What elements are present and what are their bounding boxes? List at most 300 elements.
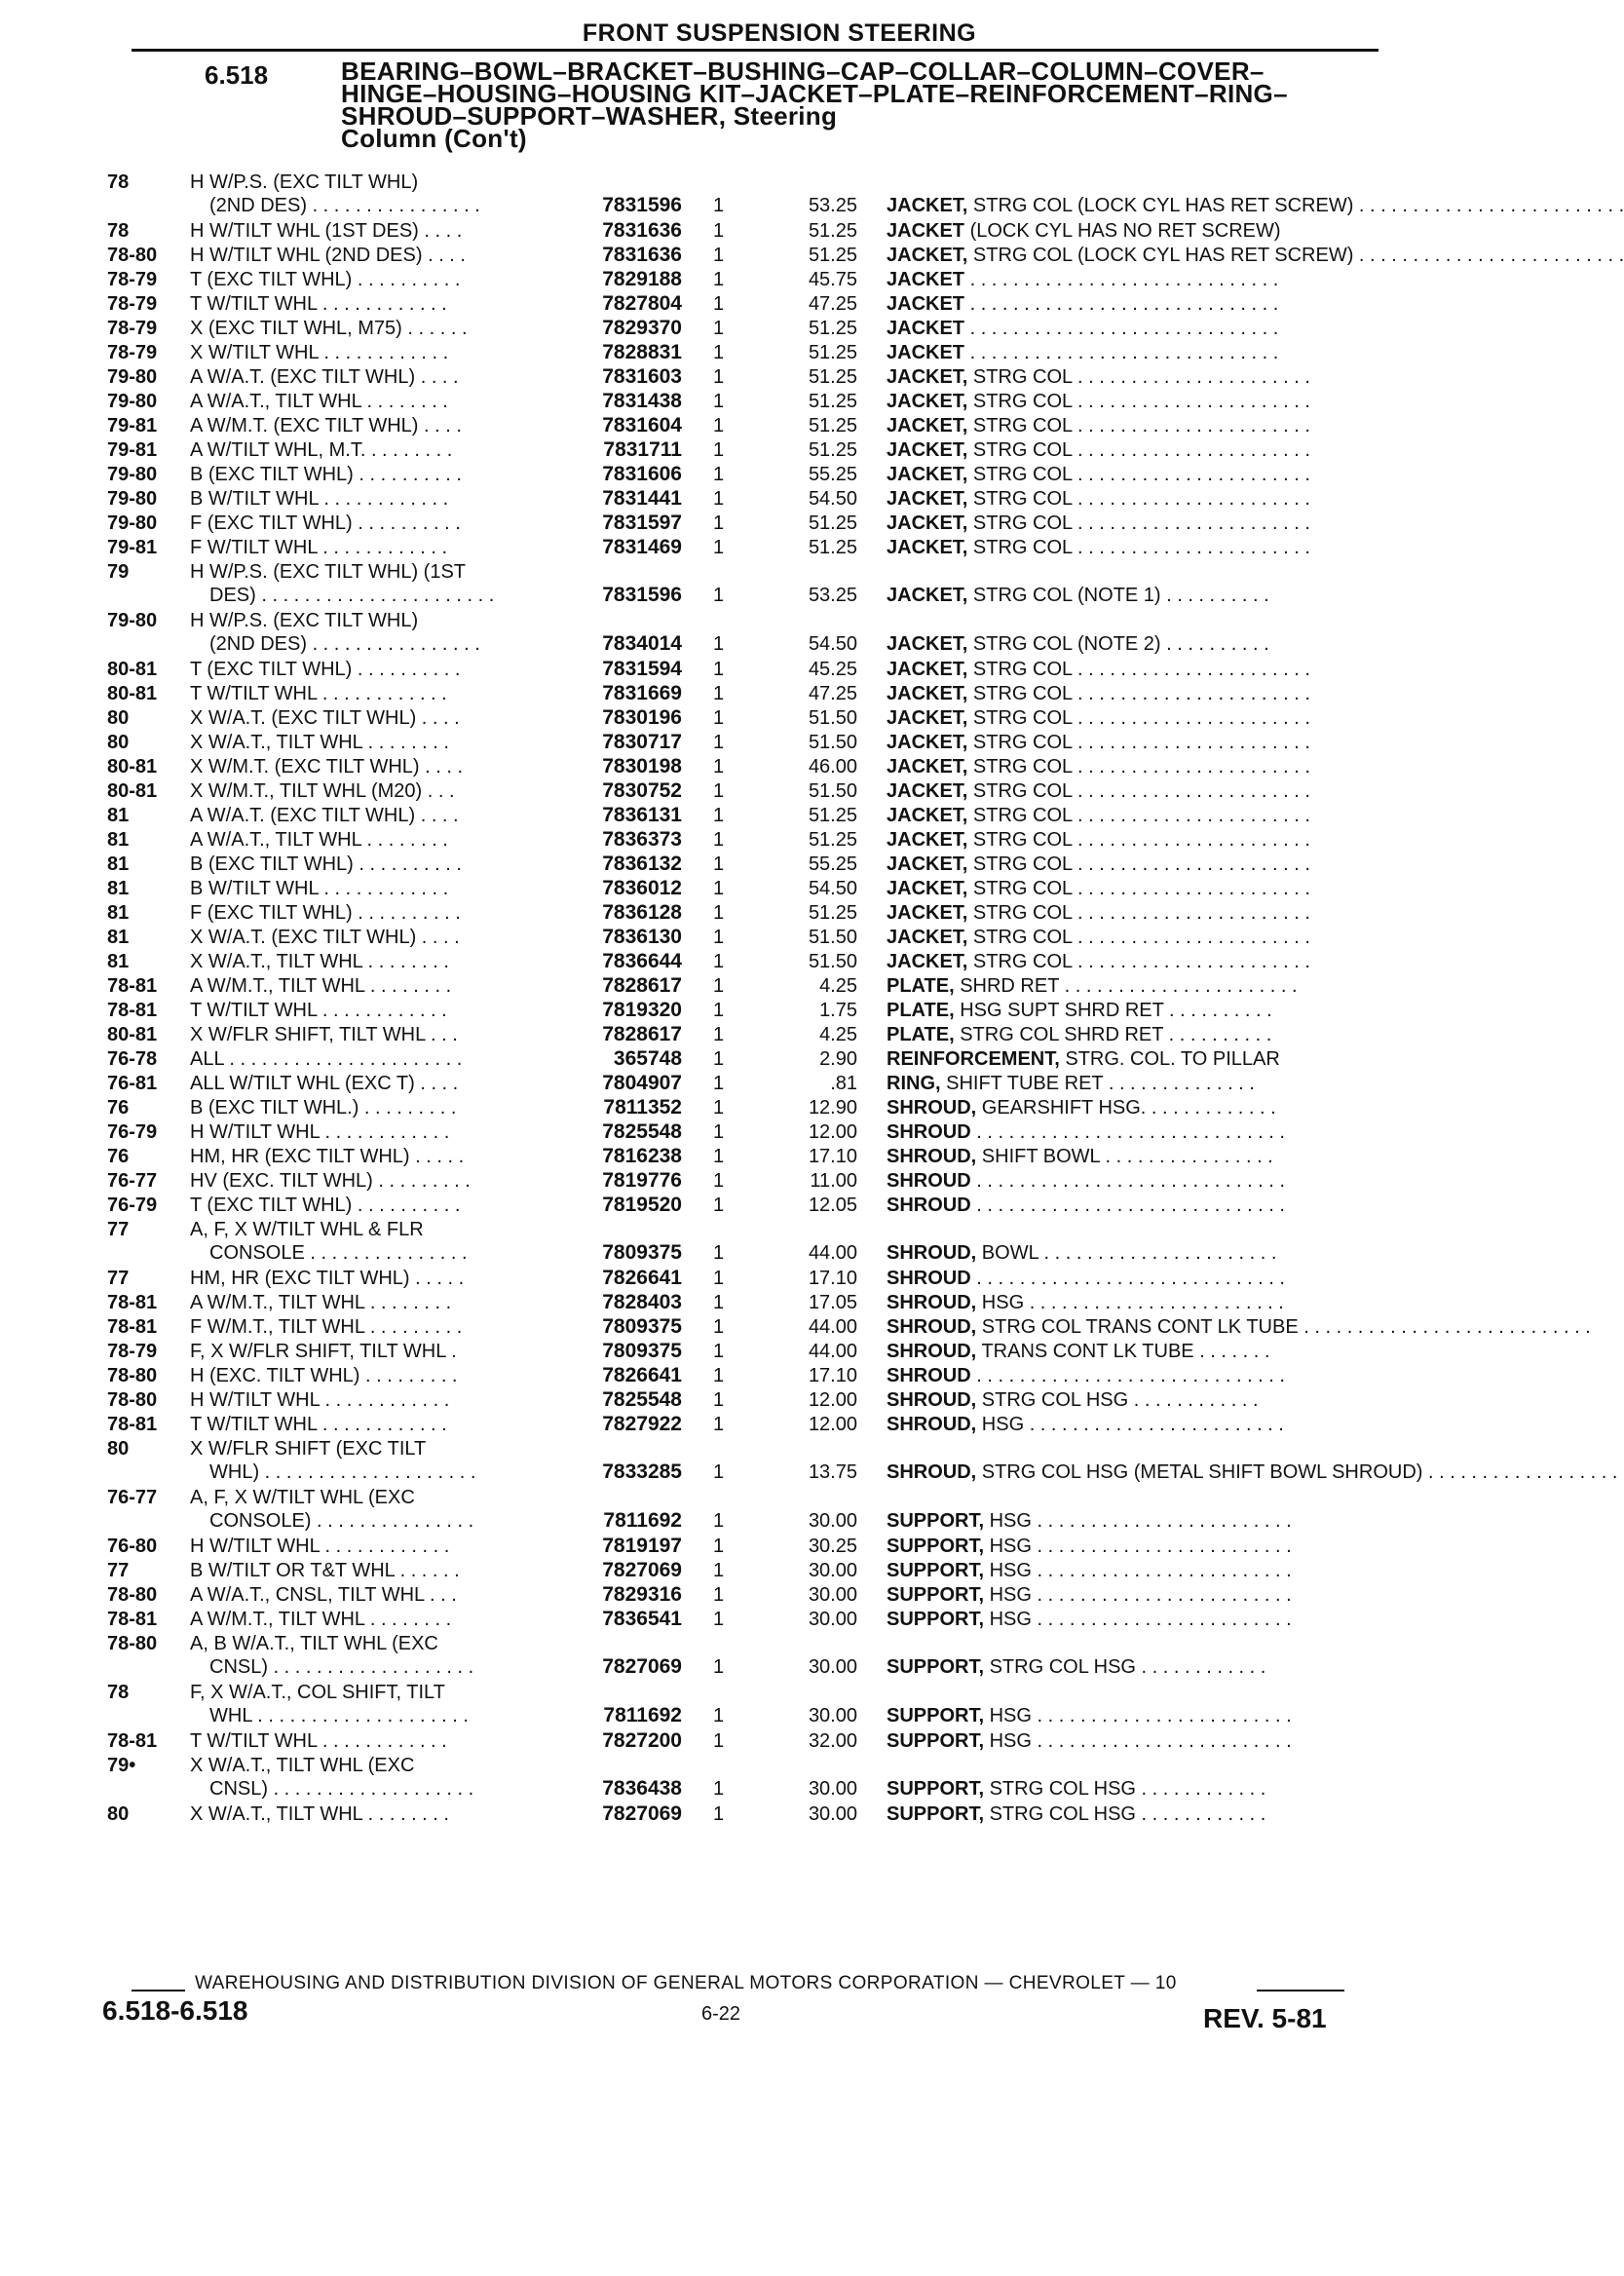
row-part-name: JACKET <box>887 318 965 339</box>
table-row <box>0 1267 1621 1291</box>
row-description <box>887 584 1374 607</box>
row-part-detail: . . . . . . . . . . . . . . . . . . . . . . . . . . . . . <box>969 342 1279 363</box>
table-row <box>0 1120 1621 1145</box>
table-row <box>0 999 1621 1023</box>
row-application <box>190 1120 550 1144</box>
table-row <box>0 1802 1621 1827</box>
row-part-name: JACKET, <box>887 464 968 485</box>
row-quantity: 1 <box>712 659 725 680</box>
table-row <box>0 658 1621 682</box>
table-row <box>0 1729 1621 1754</box>
row-application-line: X (EXC TILT WHL, M75) . . . . . . <box>190 318 468 339</box>
row-application-line: H W/TILT WHL . . . . . . . . . . . . <box>190 1536 450 1557</box>
row-price: 30.00 <box>808 1705 857 1726</box>
row-quantity: 1 <box>712 1389 725 1411</box>
row-application-line: X W/M.T. (EXC TILT WHL) . . . . <box>190 756 464 778</box>
row-part-number: 7831636 <box>602 244 682 266</box>
row-part-name: JACKET, <box>887 756 968 778</box>
row-year: 80-81 <box>107 756 158 778</box>
row-quantity: 1 <box>712 927 725 948</box>
row-year: 76 <box>107 1146 130 1167</box>
row-part-number: 7804907 <box>602 1072 682 1094</box>
table-row <box>0 901 1621 926</box>
row-year: 77 <box>107 1219 130 1240</box>
row-year: 80 <box>107 732 130 753</box>
table-row <box>0 536 1621 560</box>
row-quantity: 1 <box>712 756 725 778</box>
row-application-line: B (EXC TILT WHL.) . . . . . . . . . <box>190 1097 457 1119</box>
row-price: 54.50 <box>808 488 857 510</box>
row-part-name: SHROUD, <box>887 1242 977 1264</box>
row-application <box>190 1315 550 1339</box>
row-price: 51.25 <box>808 537 857 558</box>
row-application <box>190 268 550 291</box>
row-part-detail: STRG COL HSG . . . . . . . . . . . . <box>989 1803 1266 1825</box>
row-part-name: SHROUD, <box>887 1146 977 1167</box>
row-year: 78-81 <box>107 1414 158 1435</box>
row-application <box>190 1023 550 1046</box>
parts-list <box>0 171 1624 1827</box>
row-application <box>190 1559 550 1582</box>
row-year: 80-81 <box>107 683 158 704</box>
table-row <box>0 877 1621 901</box>
table-row <box>0 1535 1621 1559</box>
row-part-number: 7827922 <box>602 1413 682 1435</box>
row-application-line: A W/A.T., CNSL, TILT WHL . . . <box>190 1584 457 1606</box>
row-description <box>887 877 1374 900</box>
row-part-number: 7836438 <box>602 1777 682 1800</box>
row-part-number: 7819776 <box>602 1169 682 1192</box>
row-application <box>190 1145 550 1168</box>
row-part-name: JACKET, <box>887 732 968 753</box>
row-part-name: REINFORCEMENT, <box>887 1048 1060 1070</box>
row-price: 51.25 <box>808 902 857 924</box>
row-part-number: 7830752 <box>602 779 682 802</box>
row-part-number: 7827069 <box>602 1559 682 1581</box>
row-part-name: JACKET, <box>887 951 968 972</box>
footer-rule-left <box>132 1990 185 1992</box>
row-part-name: JACKET, <box>887 902 968 924</box>
row-price: 51.50 <box>808 780 857 802</box>
row-part-number: 7828831 <box>602 341 682 363</box>
row-application <box>190 171 550 217</box>
row-part-number: 7827200 <box>602 1729 682 1752</box>
row-part-number: 7831606 <box>602 463 682 485</box>
row-year: 78-80 <box>107 1633 158 1654</box>
row-quantity: 1 <box>712 829 725 851</box>
table-row <box>0 244 1624 268</box>
row-price: 12.00 <box>808 1389 857 1411</box>
row-quantity: 1 <box>712 1461 725 1483</box>
row-price: 51.25 <box>808 512 857 534</box>
row-year: 81 <box>107 829 130 851</box>
row-year: 78 <box>107 1682 130 1703</box>
row-part-number: 7811692 <box>603 1509 682 1532</box>
row-quantity: 1 <box>712 439 725 461</box>
row-application-line: B W/TILT WHL . . . . . . . . . . . . <box>190 878 449 899</box>
row-part-number: 7831711 <box>603 438 682 461</box>
row-year: 79-80 <box>107 610 158 631</box>
row-part-name: SUPPORT, <box>887 1730 985 1752</box>
row-part-detail: STRG COL (LOCK CYL HAS RET SCREW) . . . . . . . . . . . . . . . . . . . . . . . . . <box>972 195 1624 216</box>
row-part-number: 7825548 <box>602 1388 682 1411</box>
row-part-number: 7828403 <box>602 1291 682 1313</box>
row-description <box>887 463 1374 486</box>
row-part-number: 7819520 <box>602 1194 682 1216</box>
row-price: 51.25 <box>808 805 857 826</box>
row-description <box>887 1535 1374 1558</box>
row-price: 30.00 <box>808 1510 857 1532</box>
row-quantity: 1 <box>712 975 725 997</box>
row-application-line: B (EXC TILT WHL) . . . . . . . . . . <box>190 854 462 875</box>
row-price: 51.25 <box>808 318 857 339</box>
row-application <box>190 828 550 852</box>
row-application-line: A W/M.T., TILT WHL . . . . . . . . <box>190 1609 452 1630</box>
row-description <box>887 1169 1374 1193</box>
row-quantity: 1 <box>712 951 725 972</box>
row-year: 79-80 <box>107 512 158 534</box>
row-quantity: 1 <box>712 1656 725 1678</box>
row-part-number: 7829370 <box>602 317 682 339</box>
row-application <box>190 706 550 730</box>
row-price: 44.00 <box>808 1242 857 1264</box>
row-price: 12.05 <box>808 1195 857 1216</box>
row-price: 30.00 <box>808 1803 857 1825</box>
row-quantity: 1 <box>712 269 725 290</box>
group-description <box>341 57 1335 153</box>
row-part-detail: STRG COL HSG . . . . . . . . . . . . <box>989 1656 1266 1678</box>
row-part-name: JACKET, <box>887 659 968 680</box>
row-application-line: A W/A.T., TILT WHL . . . . . . . . <box>190 829 448 851</box>
group-number: 6.518 <box>205 60 269 90</box>
row-description <box>887 341 1374 364</box>
row-year: 77 <box>107 1268 130 1289</box>
row-price: 51.25 <box>808 245 857 266</box>
row-application <box>190 901 550 925</box>
row-year: 81 <box>107 878 130 899</box>
row-part-detail: STRG COL . . . . . . . . . . . . . . . . . . . . . . <box>972 659 1310 680</box>
table-row <box>0 1169 1621 1194</box>
row-price: 51.50 <box>808 927 857 948</box>
row-application <box>190 1681 550 1727</box>
table-row <box>0 1608 1621 1632</box>
row-part-detail: STRG COL HSG . . . . . . . . . . . . <box>981 1389 1259 1411</box>
row-part-detail: STRG COL . . . . . . . . . . . . . . . . . . . . . . <box>972 902 1310 924</box>
row-application <box>190 536 550 559</box>
row-application <box>190 1583 550 1607</box>
row-quantity: 1 <box>712 1024 725 1045</box>
row-application <box>190 999 550 1022</box>
table-row <box>0 560 1621 609</box>
row-description <box>887 1340 1374 1363</box>
table-row <box>0 853 1621 877</box>
row-application-line: A W/TILT WHL, M.T. . . . . . . . . <box>190 439 453 461</box>
row-description <box>887 487 1374 511</box>
row-part-detail: . . . . . . . . . . . . . . . . . . . . . . . . . . . . . <box>976 1195 1285 1216</box>
table-row <box>0 706 1621 731</box>
row-description <box>887 999 1374 1022</box>
row-price: 45.75 <box>808 269 857 290</box>
row-price: 1.75 <box>819 1000 857 1021</box>
row-part-detail: STRG COL . . . . . . . . . . . . . . . . . . . . . . <box>972 488 1310 510</box>
row-part-detail: . . . . . . . . . . . . . . . . . . . . . . . . . . . . . <box>976 1121 1285 1143</box>
row-part-detail: HSG . . . . . . . . . . . . . . . . . . . . . . . . <box>989 1705 1292 1726</box>
row-description <box>887 219 1374 243</box>
row-application-line: A W/M.T., TILT WHL . . . . . . . . <box>190 1292 452 1313</box>
row-part-detail: STRG COL . . . . . . . . . . . . . . . . . . . . . . <box>972 805 1310 826</box>
row-application-line: H W/P.S. (EXC TILT WHL) <box>190 610 419 631</box>
row-part-number: 7819197 <box>602 1535 682 1557</box>
row-application <box>190 1413 550 1436</box>
row-year: 78 <box>107 171 130 193</box>
row-description <box>887 268 1374 291</box>
row-part-detail: . . . . . . . . . . . . . . . . . . . . . . . . . . . . . <box>976 1268 1285 1289</box>
row-application-line: WHL . . . . . . . . . . . . . . . . . . . . <box>209 1705 469 1726</box>
row-price: 54.50 <box>808 878 857 899</box>
row-application-line: T W/TILT WHL . . . . . . . . . . . . <box>190 1730 447 1752</box>
row-application <box>190 1072 550 1095</box>
row-part-number: 7811352 <box>603 1096 682 1119</box>
row-quantity: 1 <box>712 878 725 899</box>
row-application-line: B W/TILT OR T&T WHL . . . . . . <box>190 1560 460 1581</box>
row-application-line: T W/TILT WHL . . . . . . . . . . . . <box>190 1000 447 1021</box>
row-application <box>190 755 550 778</box>
row-part-detail: STRG COL . . . . . . . . . . . . . . . . . . . . . . <box>972 415 1310 436</box>
row-description <box>887 974 1374 998</box>
row-part-name: JACKET <box>887 293 965 315</box>
row-part-detail: STRG COL (NOTE 2) . . . . . . . . . . <box>972 633 1269 655</box>
row-part-detail: STRG COL . . . . . . . . . . . . . . . . . . . . . . <box>972 537 1310 558</box>
header-rule <box>132 49 1379 52</box>
row-application-line: F, X W/FLR SHIFT, TILT WHL . <box>190 1341 457 1362</box>
table-row <box>0 1754 1621 1802</box>
row-year: 79-81 <box>107 415 158 436</box>
row-year: 78-81 <box>107 975 158 997</box>
table-row <box>0 390 1621 414</box>
row-part-number: 7809375 <box>602 1241 682 1264</box>
row-application-line: DES) . . . . . . . . . . . . . . . . . . . . . . <box>209 585 495 606</box>
row-part-name: JACKET, <box>887 683 968 704</box>
row-application-line: HM, HR (EXC TILT WHL) . . . . . <box>190 1268 465 1289</box>
row-year: 78-81 <box>107 1292 158 1313</box>
row-application-line: H W/P.S. (EXC TILT WHL) <box>190 171 419 193</box>
page-number: 6-22 <box>701 2003 741 2025</box>
row-part-number: 7830717 <box>602 731 682 753</box>
row-year: 78-81 <box>107 1730 158 1752</box>
row-application <box>190 244 550 267</box>
row-application-line: H W/TILT WHL . . . . . . . . . . . . <box>190 1121 450 1143</box>
table-row <box>0 1388 1621 1413</box>
row-description <box>887 1509 1374 1533</box>
row-year: 79• <box>107 1755 136 1776</box>
row-quantity: 1 <box>712 245 725 266</box>
row-part-number: 7831636 <box>602 219 682 242</box>
row-part-name: JACKET, <box>887 391 968 412</box>
row-year: 76-77 <box>107 1170 158 1192</box>
row-application-line: X W/TILT WHL . . . . . . . . . . . . <box>190 342 449 363</box>
row-part-number: 7831604 <box>602 414 682 436</box>
row-part-detail: STRG COL . . . . . . . . . . . . . . . . . . . . . . <box>972 439 1310 461</box>
row-quantity: 1 <box>712 1778 725 1800</box>
row-quantity: 1 <box>712 1097 725 1119</box>
table-row <box>0 1145 1621 1169</box>
row-quantity: 1 <box>712 391 725 412</box>
row-year: 81 <box>107 902 130 924</box>
row-application-line: X W/A.T., TILT WHL . . . . . . . . <box>190 732 449 753</box>
row-year: 76-77 <box>107 1487 158 1508</box>
row-description <box>887 901 1374 925</box>
table-row <box>0 317 1621 341</box>
table-row <box>0 512 1621 536</box>
row-part-detail: STRG COL . . . . . . . . . . . . . . . . . . . . . . <box>972 780 1310 802</box>
row-price: 55.25 <box>808 464 857 485</box>
row-application <box>190 512 550 535</box>
row-price: 51.25 <box>808 342 857 363</box>
row-part-detail: HSG SUPT SHRD RET . . . . . . . . . . <box>960 1000 1272 1021</box>
row-description <box>887 438 1374 462</box>
row-part-name: SUPPORT, <box>887 1705 985 1726</box>
row-part-name: SUPPORT, <box>887 1560 985 1581</box>
row-description <box>887 292 1374 316</box>
row-part-detail: STRG COL SHRD RET . . . . . . . . . . <box>960 1024 1272 1045</box>
row-part-number: 7825548 <box>602 1120 682 1143</box>
row-application <box>190 779 550 803</box>
row-quantity: 1 <box>712 1609 725 1630</box>
row-application-line: X W/A.T., TILT WHL (EXC <box>190 1755 415 1776</box>
table-row <box>0 438 1621 463</box>
row-year: 76-81 <box>107 1073 158 1094</box>
row-part-detail: STRG COL HSG (METAL SHIFT BOWL SHROUD) . . . . . . . . . . . . . . . . . . <box>981 1461 1618 1483</box>
row-price: 44.00 <box>808 1316 857 1338</box>
row-application <box>190 1486 550 1533</box>
footer-division: WAREHOUSING AND DISTRIBUTION DIVISION OF GENERAL MOTORS CORPORATION — CHEVROLET — 10 <box>195 1973 1177 1993</box>
row-quantity: 1 <box>712 318 725 339</box>
revision: REV. 5-81 <box>1203 2003 1327 2033</box>
row-quantity: 1 <box>712 366 725 388</box>
row-description <box>887 194 1624 217</box>
row-application <box>190 1364 550 1387</box>
row-quantity: 1 <box>712 1510 725 1532</box>
table-row <box>0 463 1621 487</box>
row-year: 80-81 <box>107 1024 158 1045</box>
row-part-name: JACKET, <box>887 585 968 606</box>
row-quantity: 1 <box>712 415 725 436</box>
row-quantity: 1 <box>712 1560 725 1581</box>
row-description <box>887 828 1374 852</box>
row-part-detail: STRG COL . . . . . . . . . . . . . . . . . . . . . . <box>972 927 1310 948</box>
table-row <box>0 974 1621 999</box>
row-part-detail: STRG. COL. TO PILLAR <box>1065 1048 1280 1070</box>
row-year: 79-80 <box>107 391 158 412</box>
row-part-detail: STRG COL . . . . . . . . . . . . . . . . . . . . . . <box>972 391 1310 412</box>
row-part-detail: STRG COL (LOCK CYL HAS RET SCREW) . . . . . . . . . . . . . . . . . . . . . . . . . <box>972 245 1624 266</box>
row-part-number: 7831669 <box>602 682 682 704</box>
row-part-name: JACKET, <box>887 780 968 802</box>
row-part-name: JACKET, <box>887 415 968 436</box>
table-row <box>0 950 1621 974</box>
row-quantity: 1 <box>712 1000 725 1021</box>
row-quantity: 1 <box>712 1584 725 1606</box>
row-year: 79-81 <box>107 439 158 461</box>
row-part-detail: HSG . . . . . . . . . . . . . . . . . . . . . . . . <box>981 1414 1284 1435</box>
row-price: 51.25 <box>808 439 857 461</box>
row-quantity: 1 <box>712 1170 725 1192</box>
row-application <box>190 1608 550 1631</box>
row-description <box>887 682 1374 705</box>
table-row <box>0 926 1621 950</box>
row-year: 78-81 <box>107 1000 158 1021</box>
row-part-number: 365748 <box>613 1047 682 1070</box>
row-quantity: 1 <box>712 464 725 485</box>
row-quantity: 1 <box>712 1705 725 1726</box>
table-row <box>0 292 1621 317</box>
table-row <box>0 779 1621 804</box>
row-description <box>887 779 1374 803</box>
row-price: 44.00 <box>808 1341 857 1362</box>
row-part-name: SUPPORT, <box>887 1609 985 1630</box>
row-year: 78-80 <box>107 1365 158 1386</box>
row-part-name: SHROUD, <box>887 1292 977 1313</box>
row-application <box>190 560 550 607</box>
row-part-name: JACKET, <box>887 805 968 826</box>
row-application-line: (2ND DES) . . . . . . . . . . . . . . . . <box>209 633 480 655</box>
row-part-name: PLATE, <box>887 975 955 997</box>
row-price: 55.25 <box>808 854 857 875</box>
row-year: 79-80 <box>107 464 158 485</box>
row-part-detail: BOWL . . . . . . . . . . . . . . . . . . . . . . <box>981 1242 1277 1264</box>
row-application-line: T W/TILT WHL . . . . . . . . . . . . <box>190 683 447 704</box>
row-quantity: 1 <box>712 1195 725 1216</box>
row-part-name: PLATE, <box>887 1000 955 1021</box>
row-part-number: 7836541 <box>602 1608 682 1630</box>
row-application-line: A W/A.T. (EXC TILT WHL) . . . . <box>190 805 459 826</box>
row-application <box>190 1340 550 1363</box>
row-price: 12.00 <box>808 1414 857 1435</box>
row-price: 12.00 <box>808 1121 857 1143</box>
table-row <box>0 755 1621 779</box>
row-application <box>190 1632 550 1679</box>
row-application-line: F W/TILT WHL . . . . . . . . . . . . <box>190 537 448 558</box>
row-application-line: B (EXC TILT WHL) . . . . . . . . . . <box>190 464 462 485</box>
row-part-name: JACKET, <box>887 878 968 899</box>
row-application <box>190 1729 550 1753</box>
row-year: 78-80 <box>107 1584 158 1606</box>
row-part-detail: STRG COL . . . . . . . . . . . . . . . . . . . . . . <box>972 951 1310 972</box>
row-quantity: 1 <box>712 1316 725 1338</box>
row-part-detail: STRG COL . . . . . . . . . . . . . . . . . . . . . . <box>972 854 1310 875</box>
row-price: 47.25 <box>808 683 857 704</box>
row-part-detail: . . . . . . . . . . . . . . . . . . . . . . . . . . . . . <box>969 293 1279 315</box>
row-part-number: 7827069 <box>602 1655 682 1678</box>
row-part-name: SUPPORT, <box>887 1656 985 1678</box>
row-price: 30.00 <box>808 1560 857 1581</box>
row-application-line: A W/M.T., TILT WHL . . . . . . . . <box>190 975 452 997</box>
row-part-name: SUPPORT, <box>887 1536 985 1557</box>
row-part-detail: HSG . . . . . . . . . . . . . . . . . . . . . . . . <box>989 1536 1292 1557</box>
row-application-line: A W/A.T., TILT WHL . . . . . . . . <box>190 391 448 412</box>
table-row <box>0 1413 1621 1437</box>
row-year: 78-79 <box>107 318 158 339</box>
row-part-number: 7836131 <box>602 804 682 826</box>
group-description-text: BEARING–BOWL–BRACKET–BUSHING–CAP–COLLAR–COLUMN–COVER–HINGE–HOUSING–HOUSING KIT–JACKET–PLATE–REINFORCEMENT–RING–SHROUD–SUPPORT–WASHER, Steering <box>341 57 1288 131</box>
row-part-number: 7836373 <box>602 828 682 851</box>
row-description <box>887 926 1374 949</box>
row-part-number: 7826641 <box>602 1267 682 1289</box>
row-year: 80 <box>107 707 130 729</box>
row-application-line: H (EXC. TILT WHL) . . . . . . . . . <box>190 1365 458 1386</box>
row-application <box>190 658 550 681</box>
table-row <box>0 414 1621 438</box>
